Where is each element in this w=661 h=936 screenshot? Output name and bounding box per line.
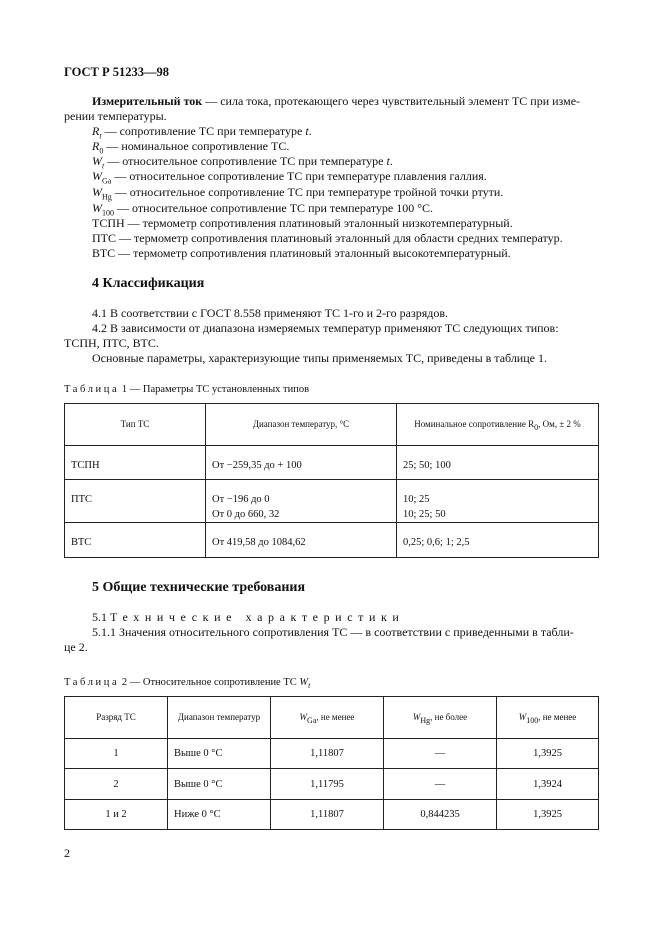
para-5-1-1-cont: це 2.: [64, 640, 88, 654]
table-1-cell-resistance: 25; 50; 100: [397, 446, 599, 480]
definition-rt: $R_t$ — сопротивление ТС при температуре t.: [92, 124, 312, 141]
table-2-header-w100: $W_{100}$, не менее: [497, 697, 599, 739]
definition-pts: ПТС — термометр сопротивления платиновый эталонный для области средних температур.: [92, 231, 563, 245]
table-2-cell-grade: 1 и 2: [65, 800, 168, 830]
table-2-cell-w100: 1,3925: [497, 739, 599, 769]
table-1: [64, 403, 599, 558]
table-2-cell-range: Ниже 0 °С: [168, 800, 271, 830]
definition-wga: $W_{Ga}$ — относительное сопротивление ТС при температуре плавления галлия.: [92, 169, 487, 186]
table-1-cell-resistance: 0,25; 0,6; 1; 2,5: [397, 523, 599, 558]
table-2-header-range: Диапазон температур: [168, 697, 271, 739]
para-4-2: 4.2 В зависимости от диапазона измеряемых температур применяют ТС следующих типов:: [92, 321, 559, 335]
table-2: [64, 696, 599, 830]
table-1-cell-type: ПТС: [65, 480, 206, 523]
table-row: [65, 739, 599, 769]
table-2-cell-range: Выше 0 °С: [168, 769, 271, 800]
table-1-caption: Таблица 1 — Параметры ТС установленных типов: [64, 384, 310, 395]
table-2-cell-wga: 1,11807: [271, 800, 384, 830]
table-1-header-type: Тип ТС: [65, 404, 206, 446]
table-2-cell-wga: 1,11795: [271, 769, 384, 800]
document-header: ГОСТ Р 51233—98: [64, 65, 170, 79]
table-row: [65, 446, 599, 480]
para-4-3: Основные параметры, характеризующие типы применяемых ТС, приведены в таблице 1.: [92, 351, 547, 365]
table-2-cell-whg: 0,844235: [384, 800, 497, 830]
para-5-1-1: 5.1.1 Значения относительного сопротивления ТС — в соответствии с приведенными в табли-: [92, 625, 574, 639]
table-2-cell-whg: —: [384, 739, 497, 769]
term-measuring-current-cont: рении температуры.: [64, 109, 167, 123]
para-4-2-cont: ТСПН, ПТС, ВТС.: [64, 336, 159, 350]
table-1-header-row: [65, 404, 599, 446]
table-2-cell-whg: —: [384, 769, 497, 800]
para-5-1: 5.1 Технические характеристики: [92, 610, 405, 624]
table-2-cell-w100: 1,3924: [497, 769, 599, 800]
section-4-title: 4 Классификация: [92, 276, 205, 291]
table-2-header-wga: $W_{Ga}$, не менее: [271, 697, 384, 739]
table-2-cell-grade: 1: [65, 739, 168, 769]
table-1-cell-type: ВТС: [65, 523, 206, 558]
table-2-header-grade: Разряд ТС: [65, 697, 168, 739]
table-2-header-row: [65, 697, 599, 739]
table-1-cell-range: От 419,58 до 1084,62: [206, 523, 397, 558]
table-1-cell-resistance: 10; 25 10; 25; 50: [397, 480, 599, 523]
para-4-1: 4.1 В соответствии с ГОСТ 8.558 применяют ТС 1-го и 2-го разрядов.: [92, 306, 449, 320]
table-row: [65, 480, 599, 523]
section-5-title: 5 Общие технические требования: [92, 580, 306, 595]
definition-r0: $R_0$ — номинальное сопротивление ТС.: [92, 139, 290, 156]
definition-vts: ВТС — термометр сопротивления платиновый эталонный высокотемпературный.: [92, 246, 511, 260]
table-2-caption: Таблица 2 — Относительное сопротивление ТС $W_t$: [64, 677, 311, 691]
definition-tspn: ТСПН — термометр сопротивления платиновый эталонный низкотемпературный.: [92, 216, 513, 230]
definition-w100: $W_{100}$ — относительное сопротивление ТС при температуре 100 °С.: [92, 201, 434, 218]
table-2-cell-w100: 1,3925: [497, 800, 599, 830]
table-row: [65, 769, 599, 800]
definition-measuring-current: [64, 94, 597, 124]
table-1-cell-range: От −259,35 до + 100: [206, 446, 397, 480]
table-2-cell-wga: 1,11807: [271, 739, 384, 769]
definition-wt: $W_t$ — относительное сопротивление ТС при температуре t.: [92, 154, 393, 171]
table-row: [65, 523, 599, 558]
table-row: [65, 800, 599, 830]
table-1-header-range: Диапазон температур, °С: [206, 404, 397, 446]
term-measuring-current: Измерительный ток: [92, 94, 203, 108]
table-1-cell-type: ТСПН: [65, 446, 206, 480]
page-number: 2: [64, 846, 70, 860]
table-1-cell-range: От −196 до 0 От 0 до 660, 32: [206, 480, 397, 523]
definition-whg: $W_{Hg}$ — относительное сопротивление ТС при температуре тройной точки ртути.: [92, 185, 504, 202]
table-2-header-whg: $W_{Hg}$, не более: [384, 697, 497, 739]
term-measuring-current-text: — сила тока, протекающего через чувствительный элемент ТС при изме-: [202, 94, 581, 108]
table-2-cell-range: Выше 0 °С: [168, 739, 271, 769]
table-2-cell-grade: 2: [65, 769, 168, 800]
table-1-header-resistance: Номинальное сопротивление $R_0$, Ом, ± 2 %: [397, 404, 599, 446]
